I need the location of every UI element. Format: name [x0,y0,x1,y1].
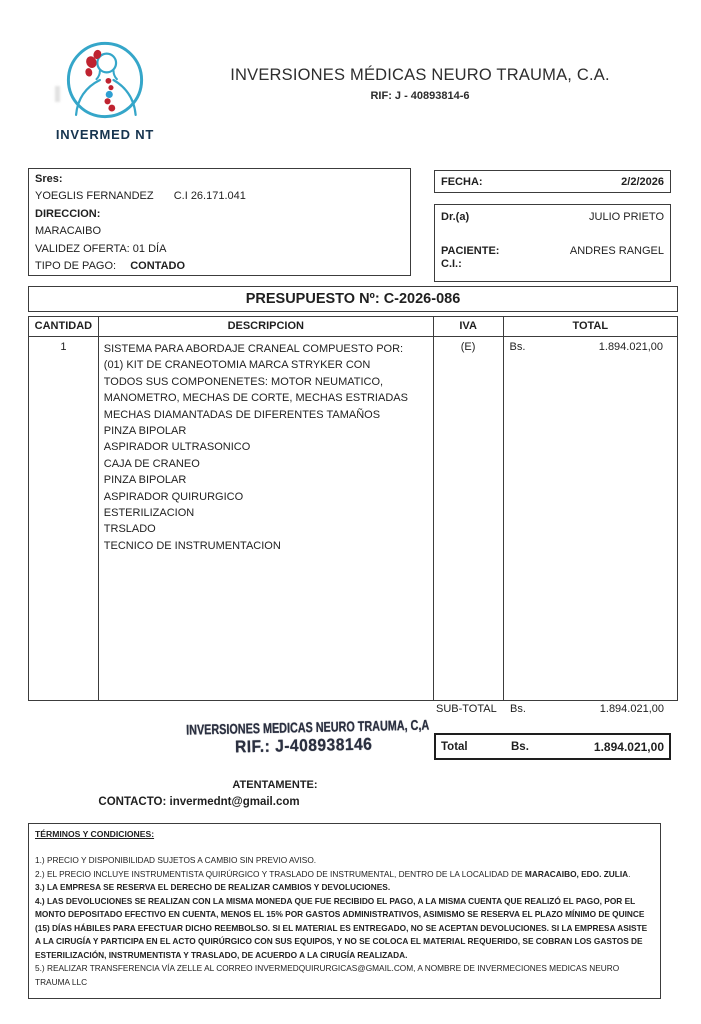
terms-box [28,823,661,999]
cell-cantidad: 1 [29,337,99,700]
description-line: ASPIRADOR ULTRASONICO [103,441,251,454]
contacto-line: CONTACTO: invermednt@gmail.com [98,796,300,808]
total-amount: 1.894.021,00 [598,341,663,353]
description-line: TECNICO DE INSTRUMENTACION [103,539,281,552]
direccion-value: MARACAIBO [35,225,102,238]
header-descripcion: DESCRIPCION [99,317,434,336]
paciente-label: PACIENTE: [441,245,500,257]
table-header-row [28,316,678,337]
terms-item: 2.) EL PRECIO INCLUYE INSTRUMENTISTA QUIRÚRGICO Y TRASLADO DE INSTRUMENTAL, DENTRO DE LA LOCALIDAD DE MARACAIBO, EDO. ZULIA. [35,868,631,879]
fecha-value: 2/2/2026 [621,175,664,188]
terms-list [35,854,653,989]
doctor-box [434,204,671,282]
subtotal-row [436,703,664,715]
description-line: TRSLADO [103,523,156,536]
validez-line: VALIDEZ OFERTA: 01 DÍA [35,242,167,255]
tipo-pago-line [35,258,404,275]
company-stamp [156,716,452,759]
fecha-label: FECHA: [441,175,483,188]
total-box-currency: Bs. [511,740,529,753]
cell-descripcion [99,337,434,700]
doctor-value: JULIO PRIETO [589,211,664,223]
header-iva: IVA [434,317,504,336]
paciente-value: ANDRES RANGEL [569,245,664,257]
company-name: INVERSIONES MÉDICAS NEURO TRAUMA, C.A. [230,66,610,84]
description-line: TODOS SUS COMPONENETES: MOTOR NEUMATICO, [103,375,384,388]
description-line: MECHAS DIAMANTADAS DE DIFERENTES TAMAÑOS [103,408,381,421]
total-currency: Bs. [509,341,526,353]
description-line: CAJA DE CRANEO [103,457,200,470]
terms-title: TÉRMINOS Y CONDICIONES: [35,829,155,839]
quote-table [28,316,678,701]
terms-item: 4.) LAS DEVOLUCIONES SE REALIZAN CON LA MISMA MONEDA QUE FUE RECIBIDO EL PAGO, A LA MISMA CUENTA QUE REALIZÓ EL PAGO, POR EL MONTO DEPOSITADO EFECTIVO EN CUENTA, MENOS EL 15% POR GASTOS ADMINISTRATIVOS, ASIMISMO SE RESERVA EL PLAZO MÍNIMO DE QUINCE (15) DÍAS HÁBILES PARA EFECTUAR DICHO REEMBOLSO. SI EL MATERIAL ES ENTREGADO, NO SE ACEPTAN DEVOLUCIONES. SI LA EMPRESA ASISTE A LA CIRUGÍA Y PARTICIPA EN EL ACTO QUIRÚRGICO CON SUS EQUIPOS, Y NO SE COLOCA EL MATERIAL REQUERIDO, SE COBRAN LOS GASTOS DE ESTERILIZACIÓN, INSTRUMENTISTA Y TRASLADO, DE ACUERDO A LA CIRUGÍA REALIZADA. [35,895,648,960]
total-label: Total [441,740,468,753]
header-total: TOTAL [572,320,609,332]
customer-name-line [35,188,404,205]
invermed-logo-icon [62,40,148,120]
description-line: PINZA BIPOLAR [103,474,187,487]
atentamente-label: ATENTAMENTE: [232,779,318,791]
customer-name: YOEGLIS FERNANDEZ [35,190,154,203]
table-row [28,337,678,701]
total-box-value: 1.894.021,00 [593,739,664,754]
direccion-label: DIRECCION: [35,207,101,220]
description-line: SISTEMA PARA ABORDAJE CRANEAL COMPUESTO POR: [103,343,404,355]
terms-item: 3.) LA EMPRESA SE RESERVA EL DERECHO DE REALIZAR CAMBIOS Y DEVOLUCIONES. [35,882,391,892]
tipo-pago-label: TIPO DE PAGO: [35,260,117,273]
doctor-label: Dr.(a) [441,211,470,223]
header-cantidad: CANTIDAD [29,317,99,336]
company-rif: RIF: J - 40893814-6 [370,90,470,102]
sres-label: Sres: [35,173,63,185]
total-box [434,733,671,760]
description-line: (01) KIT DE CRANEOTOMIA MARCA STRYKER CON [103,359,371,372]
subtotal-label: SUB-TOTAL [436,703,497,715]
ci-label: C.I.: [441,258,462,270]
cell-total [504,337,678,700]
logo-text: INVERMED NT [55,127,155,142]
terms-item: 5.) REALIZAR TRANSFERENCIA VÍA ZELLE AL CORREO INVERMEDQUIRURGICAS@GMAIL.COM, A NOMBRE DE INVERMECIONES MEDICAS NEURO TRAUMA LLC [35,963,620,987]
stamp-line2: RIF.: J-408938146 [234,734,373,757]
tipo-pago-value: CONTADO [130,260,186,273]
description-line: ASPIRADOR QUIRURGICO [103,490,244,503]
company-logo [50,40,160,142]
subtotal-value: 1.894.021,00 [599,703,664,715]
description-line: ESTERILIZACION [103,507,195,520]
presupuesto-title: PRESUPUESTO Nº: C-2026-086 [28,286,678,312]
subtotal-currency: Bs. [510,703,526,715]
customer-box [28,168,411,276]
stamp-line1: INVERSIONES MEDICAS NEURO TRAUMA, C,A [186,716,430,738]
description-line: PINZA BIPOLAR [103,425,187,438]
description-line: MANOMETRO, MECHAS DE CORTE, MECHAS ESTRIADAS [103,392,408,405]
terms-item: 1.) PRECIO Y DISPONIBILIDAD SUJETOS A CAMBIO SIN PREVIO AVISO. [35,855,317,865]
fecha-box [434,170,671,193]
cell-iva: (E) [434,337,504,700]
customer-ci: C.I 26.171.041 [173,190,246,203]
